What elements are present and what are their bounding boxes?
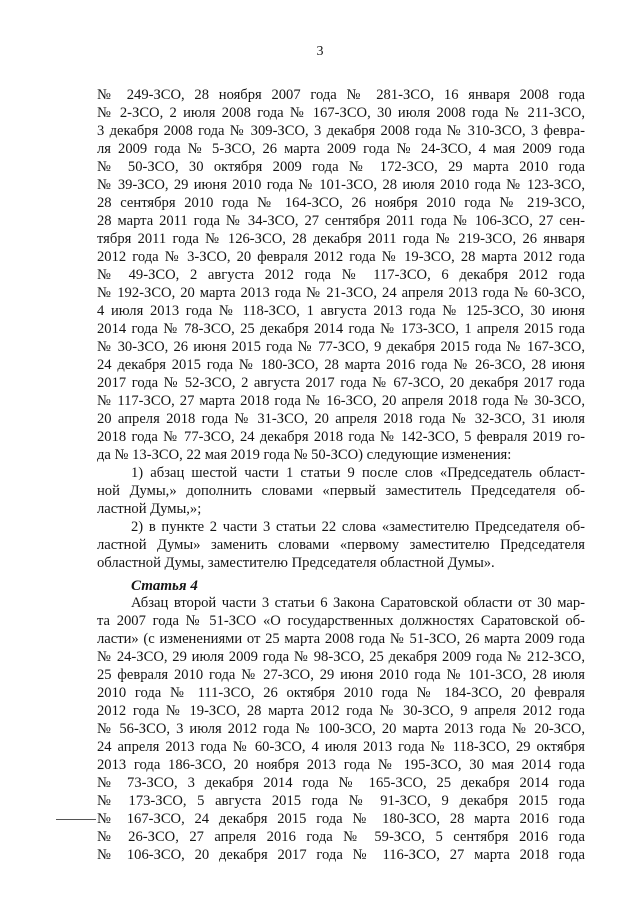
text-line: 28 сентября 2010 года № 164-ЗСО, 26 ноября 2010 года № 219-ЗСО, [97,195,585,211]
item-2-line: ластной Думы» заменить словами «первому заместителю Председателя [97,537,585,553]
text-line: да № 13-ЗСО, 22 мая 2019 года № 50-ЗСО) следующие изменения: [97,447,512,463]
text-line: 24 декабря 2015 года № 180-ЗСО, 28 марта 2016 года № 26-ЗСО, 28 июня [97,357,585,373]
text-line: ля 2009 года № 5-ЗСО, 26 марта 2009 года № 24-ЗСО, 4 мая 2009 года [97,141,585,157]
article-4-line: 2010 года № 111-ЗСО, 26 октября 2010 года № 184-ЗСО, 20 февраля [97,685,585,701]
text-line: 2018 года № 77-ЗСО, 24 декабря 2018 года № 142-ЗСО, 5 февраля 2019 го- [97,429,585,445]
text-line: № 192-ЗСО, 20 марта 2013 года № 21-ЗСО, 24 апреля 2013 года № 60-ЗСО, [97,285,585,301]
article-4-line: № 24-ЗСО, 29 июля 2009 года № 98-ЗСО, 25 декабря 2009 года № 212-ЗСО, [97,649,585,665]
text-line: № 2-ЗСО, 2 июля 2008 года № 167-ЗСО, 30 июля 2008 года № 211-ЗСО, [97,105,585,121]
article-4-line: № 106-ЗСО, 20 декабря 2017 года № 116-ЗСО, 27 марта 2018 года [97,847,585,863]
article-4-line: № 56-ЗСО, 3 июля 2012 года № 100-ЗСО, 20 марта 2013 года № 20-ЗСО, [97,721,585,737]
text-line: № 249-ЗСО, 28 ноября 2007 года № 281-ЗСО, 16 января 2008 года [97,87,585,103]
article-heading: Статья 4 [131,578,198,594]
article-4-line: ласти» (с изменениями от 25 марта 2008 года № 51-ЗСО, 26 марта 2009 года [97,631,585,647]
item-2-line: 2) в пункте 2 части 3 статьи 22 слова «заместителю Председателя об- [131,519,585,535]
text-line: тября 2011 года № 126-ЗСО, 28 декабря 2011 года № 219-ЗСО, 26 января [97,231,585,247]
text-line: 2014 года № 78-ЗСО, 25 декабря 2014 года № 173-ЗСО, 1 апреля 2015 года [97,321,585,337]
article-4-line: 24 апреля 2013 года № 60-ЗСО, 4 июля 2013 года № 118-ЗСО, 29 октября [97,739,585,755]
article-4-line: № 173-ЗСО, 5 августа 2015 года № 91-ЗСО, 9 декабря 2015 года [97,793,585,809]
text-line: 28 марта 2011 года № 34-ЗСО, 27 сентября 2011 года № 106-ЗСО, 27 сен- [97,213,585,229]
item-2-line: областной Думы, заместителю Председателя областной Думы». [97,555,495,571]
article-4-line: 2013 года 186-ЗСО, 20 ноября 2013 года № 195-ЗСО, 30 мая 2014 года [97,757,585,773]
margin-mark [56,819,96,820]
item-1-line: ластной Думы,»; [97,501,202,517]
text-line: № 49-ЗСО, 2 августа 2012 года № 117-ЗСО, 6 декабря 2012 года [97,267,585,283]
article-4-line: № 167-ЗСО, 24 декабря 2015 года № 180-ЗСО, 28 марта 2016 года [97,811,585,827]
item-1-line: 1) абзац шестой части 1 статьи 9 после слов «Председатель област- [131,465,585,481]
text-line: 4 июля 2013 года № 118-ЗСО, 1 августа 2013 года № 125-ЗСО, 30 июня [97,303,585,319]
page-number: 3 [316,44,324,59]
article-4-line: та 2007 года № 51-ЗСО «О государственных должностях Саратовской об- [97,613,585,629]
text-line: № 30-ЗСО, 26 июня 2015 года № 77-ЗСО, 9 декабря 2015 года № 167-ЗСО, [97,339,585,355]
article-4-line: Абзац второй части 3 статьи 6 Закона Саратовской области от 30 мар- [131,595,585,611]
text-line: 3 декабря 2008 года № 309-ЗСО, 3 декабря 2008 года № 310-ЗСО, 3 февра- [97,123,585,139]
item-1-line: ной Думы,» дополнить словами «первый заместитель Председателя об- [97,483,585,499]
text-line: № 50-ЗСО, 30 октября 2009 года № 172-ЗСО, 29 марта 2010 года [97,159,585,175]
text-line: 20 апреля 2018 года № 31-ЗСО, 20 апреля 2018 года № 32-ЗСО, 31 июля [97,411,585,427]
text-line: 2017 года № 52-ЗСО, 2 августа 2017 года № 67-ЗСО, 20 декабря 2017 года [97,375,585,391]
article-4-line: 25 февраля 2010 года № 27-ЗСО, 29 июня 2010 года № 101-ЗСО, 28 июля [97,667,585,683]
text-line: № 39-ЗСО, 29 июня 2010 года № 101-ЗСО, 28 июля 2010 года № 123-ЗСО, [97,177,585,193]
text-line: № 117-ЗСО, 27 марта 2018 года № 16-ЗСО, 20 апреля 2018 года № 30-ЗСО, [97,393,585,409]
article-4-line: № 73-ЗСО, 3 декабря 2014 года № 165-ЗСО, 25 декабря 2014 года [97,775,585,791]
article-4-line: № 26-ЗСО, 27 апреля 2016 года № 59-ЗСО, 5 сентября 2016 года [97,829,585,845]
article-4-line: 2012 года № 19-ЗСО, 28 марта 2012 года № 30-ЗСО, 9 апреля 2012 года [97,703,585,719]
text-line: 2012 года № 3-ЗСО, 20 февраля 2012 года № 19-ЗСО, 28 марта 2012 года [97,249,585,265]
